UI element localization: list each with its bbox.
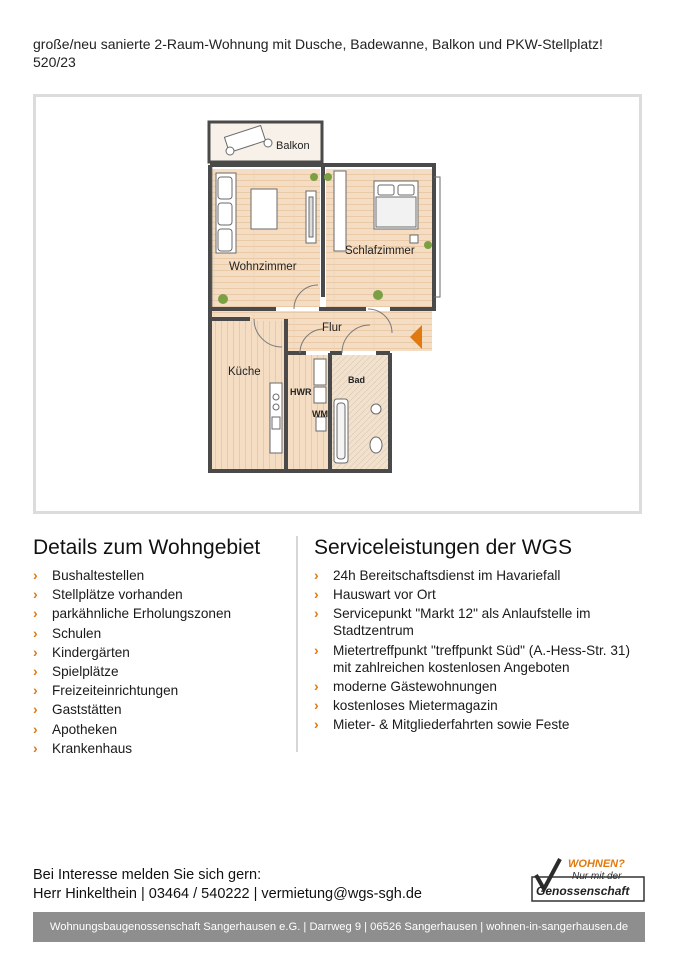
services-list [314, 567, 654, 733]
list-item [33, 625, 288, 642]
list-item [314, 642, 654, 676]
list-item [33, 644, 288, 661]
list-item [33, 605, 288, 622]
bullet-icon: › [314, 716, 319, 733]
room-label-flur: Flur [322, 322, 342, 334]
room-label-schlafzimmer: Schlafzimmer [345, 245, 415, 257]
bullet-icon: › [33, 586, 38, 603]
bullet-icon: › [314, 641, 319, 658]
listing-reference: 520/23 [33, 54, 76, 70]
list-item-text: moderne Gästewohnungen [333, 678, 497, 694]
bullet-icon: › [33, 624, 38, 641]
logo-line-1: WOHNEN? [568, 858, 625, 870]
contact-intro: Bei Interesse melden Sie sich gern: [33, 867, 262, 883]
hwr-furniture [314, 359, 326, 431]
list-item-text: Hauswart vor Ort [333, 587, 436, 603]
bullet-icon: › [33, 739, 38, 756]
genossenschaft-logo [530, 855, 648, 905]
details-list [33, 567, 288, 757]
list-item [314, 678, 654, 695]
bullet-icon: › [314, 567, 319, 583]
kitchen-furniture [270, 383, 282, 453]
list-item-text: mit zahlreichen kostenlosen Angeboten [333, 659, 570, 675]
list-item [314, 586, 654, 603]
list-item-text: kostenloses Mietermagazin [333, 697, 498, 713]
contact-block [33, 866, 422, 904]
list-item [314, 567, 654, 584]
room-label-balkon: Balkon [276, 140, 310, 152]
list-item-text: 24h Bereitschaftsdienst im Havariefall [333, 568, 561, 583]
details-title: Details zum Wohngebiet [33, 536, 261, 559]
list-item-text: Servicepunkt "Markt 12" als Anlaufstelle im [333, 606, 591, 622]
bullet-icon: › [33, 662, 38, 679]
bullet-icon: › [33, 682, 38, 699]
room-label-bad: Bad [348, 375, 366, 385]
list-item [33, 567, 288, 584]
list-item-text: Stellplätze vorhanden [52, 587, 183, 603]
logo-line-2: Nur mit der [572, 871, 622, 882]
list-item [314, 697, 654, 714]
list-item [33, 663, 288, 680]
bullet-icon: › [33, 567, 38, 583]
services-section [314, 535, 654, 735]
bullet-icon: › [33, 605, 38, 622]
list-item [33, 701, 288, 718]
logo-line-3: Genossenschaft [536, 884, 630, 898]
list-item [33, 740, 288, 757]
column-divider [296, 536, 298, 752]
footer-text: Wohnungsbaugenossenschaft Sangerhausen e.G. | Darrweg 9 | 06526 Sangerhausen | wohnen-in-sangerhausen.de [49, 921, 629, 933]
bullet-icon: › [314, 677, 319, 694]
list-item [33, 721, 288, 738]
list-item-text: Gaststätten [52, 702, 122, 718]
list-item [314, 716, 654, 733]
room-label-hwr: HWR [290, 387, 312, 397]
list-item [33, 682, 288, 699]
listing-header [33, 35, 653, 71]
footer-bar [33, 912, 645, 942]
room-label-wohnzimmer: Wohnzimmer [229, 261, 297, 273]
bullet-icon: › [33, 643, 38, 660]
bullet-icon: › [33, 720, 38, 737]
floorplan [36, 97, 639, 511]
neighborhood-details [33, 535, 288, 759]
list-item [314, 605, 654, 639]
bullet-icon: › [33, 701, 38, 718]
listing-title: große/neu sanierte 2-Raum-Wohnung mit Dusche, Badewanne, Balkon und PKW-Stellplatz! [33, 36, 603, 52]
list-item-text: Apotheken [52, 721, 118, 737]
contact-details: Herr Hinkelthein | 03464 / 540222 | vermietung@wgs-sgh.de [33, 886, 422, 902]
services-title: Serviceleistungen der WGS [314, 536, 572, 559]
list-item-text: Kindergärten [52, 644, 130, 660]
list-item-text: Schulen [52, 625, 102, 641]
bullet-icon: › [314, 696, 319, 713]
list-item-text: Mieter- & Mitgliederfahrten sowie Feste [333, 717, 570, 733]
bullet-icon: › [314, 586, 319, 603]
bullet-icon: › [314, 605, 319, 622]
list-item-text: Bushaltestellen [52, 568, 145, 583]
floorplan-frame [33, 94, 642, 514]
list-item-text: Mietertreffpunkt "treffpunkt Süd" (A.-Hess-Str. 31) [333, 642, 631, 658]
list-item-text: parkähnliche Erholungszonen [52, 606, 232, 622]
list-item-text: Freizeiteinrichtungen [52, 683, 179, 699]
list-item-text: Spielplätze [52, 663, 119, 679]
balcony-area [209, 122, 322, 162]
list-item [33, 586, 288, 603]
list-item-text: Stadtzentrum [333, 623, 414, 639]
room-label-wm: WM [312, 409, 328, 419]
room-label-kueche: Küche [228, 366, 261, 378]
list-item-text: Krankenhaus [52, 740, 133, 756]
